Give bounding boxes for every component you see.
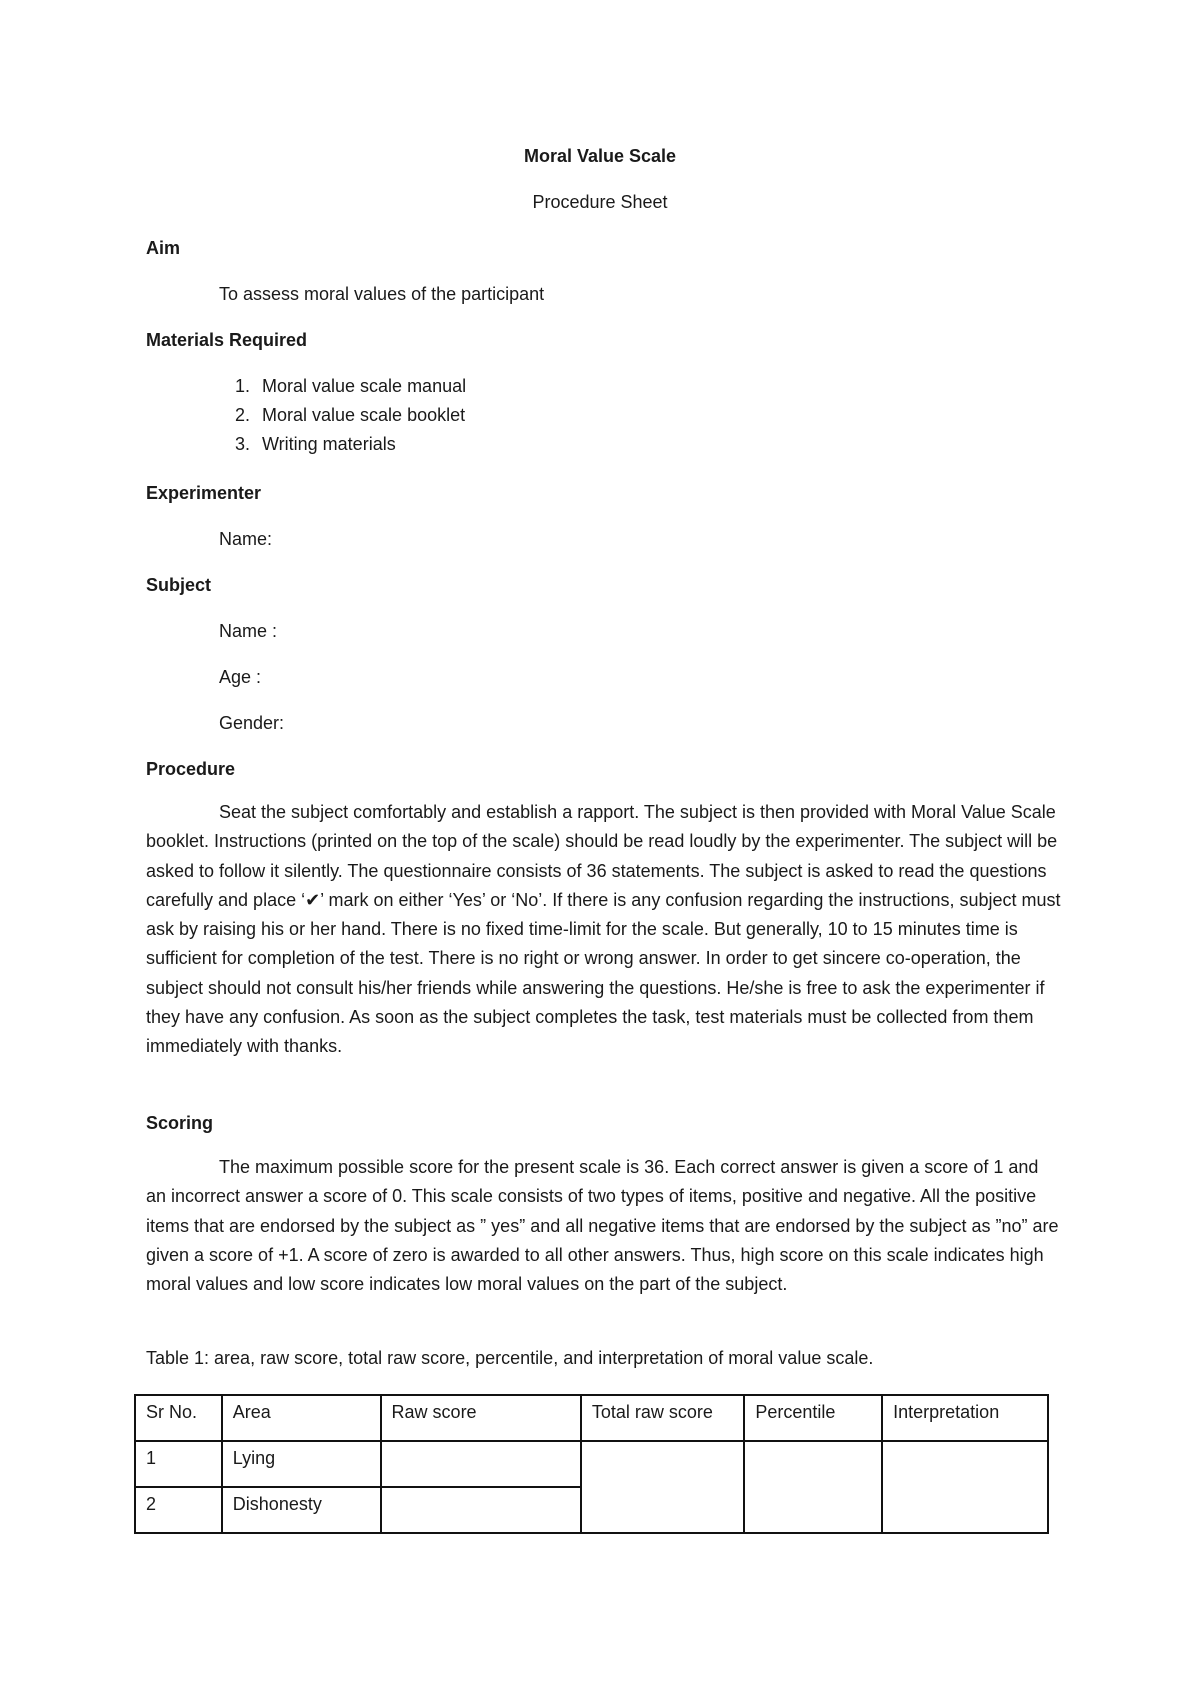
header-raw-score: Raw score xyxy=(381,1395,581,1441)
header-percentile: Percentile xyxy=(744,1395,882,1441)
procedure-paragraph xyxy=(146,798,1062,1062)
scoring-heading: Scoring xyxy=(146,1113,214,1133)
cell-area: Dishonesty xyxy=(222,1487,381,1533)
procedure-text: Seat the subject comfortably and establish a rapport. The subject is then provided with Moral Value Scale booklet. Instructions (printed on the top of the scale) should be read loudly by the experimenter. The subject will be asked to follow it silently. The questionnaire consists of 36 statements. The subject is asked to read the questions carefully and place ‘✔’ mark on either ‘Yes’ or ‘No’. If there is any confusion regarding the instructions, subject must ask by raising his or her hand. There is no fixed time-limit for the scale. But generally, 10 to 15 minutes time is sufficient for completion of the test. There is no right or wrong answer. In order to get sincere co-operation, the subject should not consult his/her friends while answering the questions. He/she is free to ask the experimenter if they have any confusion. As soon as the subject completes the task, test materials must be collected from them immediately with thanks. xyxy=(146,802,1061,1057)
cell-sr-no: 2 xyxy=(135,1487,222,1533)
cell-raw-score xyxy=(381,1487,581,1533)
cell-raw-score xyxy=(381,1441,581,1487)
table-caption: Table 1: area, raw score, total raw score, percentile, and interpretation of moral value scale. xyxy=(146,1348,874,1368)
cell-area: Lying xyxy=(222,1441,381,1487)
scoring-paragraph xyxy=(146,1153,1062,1299)
list-label: Moral value scale manual xyxy=(262,376,467,396)
page-title: Moral Value Scale xyxy=(523,146,677,166)
aim-heading: Aim xyxy=(146,238,181,258)
subject-heading: Subject xyxy=(146,575,212,595)
table-header-row xyxy=(135,1395,1048,1441)
procedure-heading: Procedure xyxy=(146,759,236,779)
list-item xyxy=(235,401,466,430)
list-item xyxy=(235,372,467,401)
materials-heading: Materials Required xyxy=(146,330,308,350)
subject-gender-label: Gender: xyxy=(219,713,285,733)
header-sr-no: Sr No. xyxy=(135,1395,222,1441)
list-number: 1. xyxy=(235,376,251,396)
list-number: 2. xyxy=(235,405,251,425)
subject-name-label: Name : xyxy=(219,621,278,641)
header-area: Area xyxy=(222,1395,381,1441)
cell-percentile xyxy=(744,1441,882,1533)
list-number: 3. xyxy=(235,434,251,454)
materials-list xyxy=(235,372,467,459)
cell-interpretation xyxy=(882,1441,1048,1533)
score-table xyxy=(134,1394,1049,1534)
header-total-raw-score: Total raw score xyxy=(581,1395,744,1441)
experimenter-name-label: Name: xyxy=(219,529,273,549)
list-item xyxy=(235,430,466,459)
experimenter-heading: Experimenter xyxy=(146,483,262,503)
cell-total-raw-score xyxy=(581,1441,744,1533)
table-row xyxy=(135,1441,1048,1487)
list-label: Writing materials xyxy=(262,434,396,454)
scoring-text: The maximum possible score for the present scale is 36. Each correct answer is given a score of 1 and an incorrect answer a score of 0. This scale consists of two types of items, positive and negative. All the positive items that are endorsed by the subject as ” yes” and all negative items that are endorsed by the subject as ”no” are given a score of +1. A score of zero is awarded to all other answers. Thus, high score on this scale indicates high moral values and low score indicates low moral values on the part of the subject. xyxy=(146,1157,1059,1295)
aim-text: To assess moral values of the participant xyxy=(219,284,545,304)
header-interpretation: Interpretation xyxy=(882,1395,1048,1441)
cell-sr-no: 1 xyxy=(135,1441,222,1487)
subject-age-label: Age : xyxy=(219,667,262,687)
list-label: Moral value scale booklet xyxy=(262,405,466,425)
page-subtitle: Procedure Sheet xyxy=(532,192,668,212)
